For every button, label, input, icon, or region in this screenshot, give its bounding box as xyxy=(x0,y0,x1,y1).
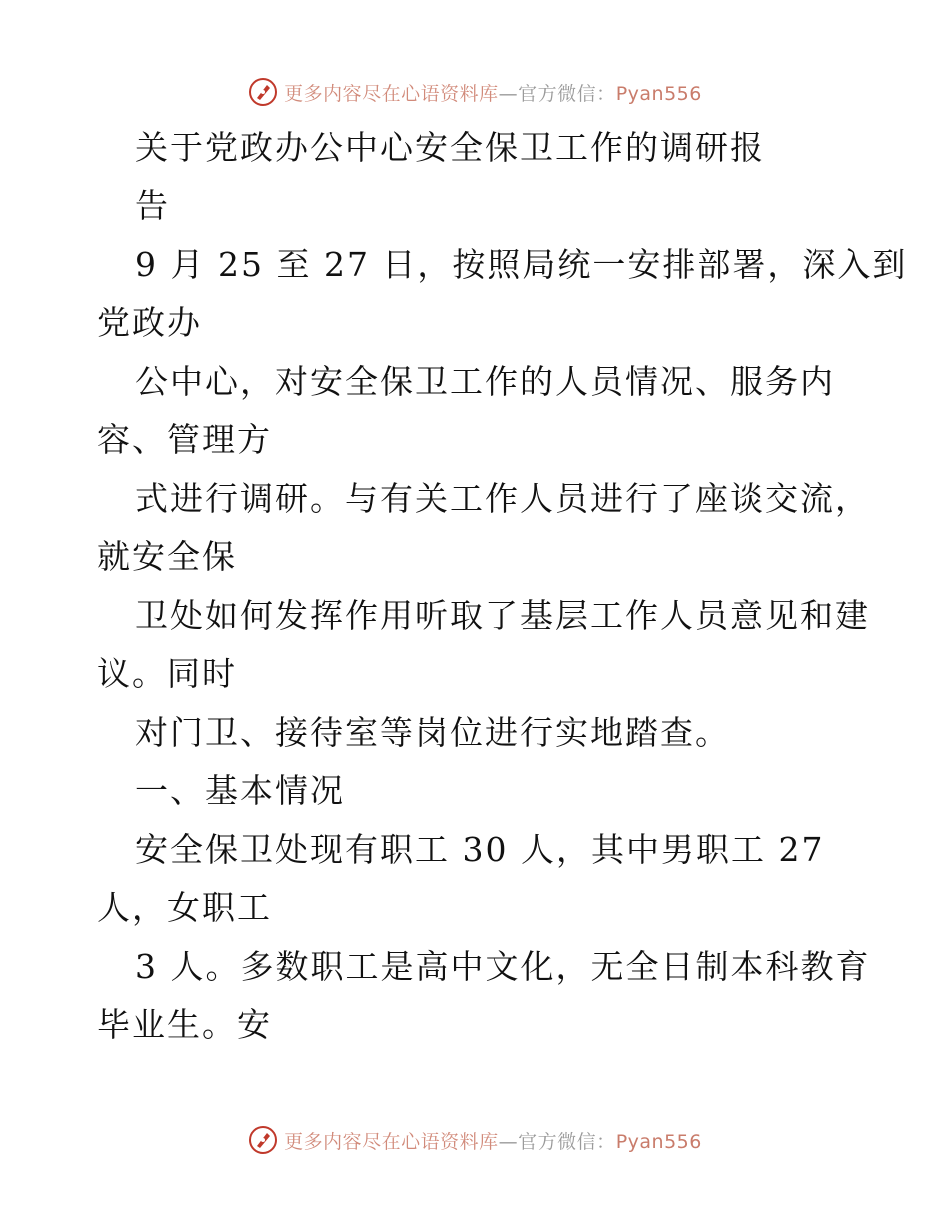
watermark-separator: — xyxy=(498,1130,519,1153)
watermark-separator: — xyxy=(498,82,519,105)
paragraph-line: 3 人。多数职工是高中文化，无全日制本科教育 xyxy=(135,947,871,986)
watermark-text xyxy=(284,1127,702,1154)
paragraph-line: 9 月 25 至 27 日，按照局统一安排部署，深入到 xyxy=(135,245,908,284)
watermark-brand: 更多内容尽在心语资料库 xyxy=(284,1130,499,1153)
watermark-wechat-label: 官方微信： xyxy=(518,82,616,105)
paragraph-line: 安全保卫处现有职工 30 人，其中男职工 27 xyxy=(135,830,825,869)
paragraph-line: 党政办 xyxy=(97,303,202,342)
watermark-wechat-label: 官方微信： xyxy=(518,1130,616,1153)
paragraph-line: 容、管理方 xyxy=(97,420,272,459)
pen-nib-logo-icon xyxy=(248,77,278,107)
pen-nib-logo-icon xyxy=(248,1125,278,1155)
section-heading: 一、基本情况 xyxy=(135,771,345,810)
watermark-wechat-id: Pyan556 xyxy=(615,1130,702,1153)
footer-watermark xyxy=(0,1120,950,1160)
watermark-text xyxy=(284,79,702,106)
paragraph-line: 式进行调研。与有关工作人员进行了座谈交流， xyxy=(135,479,870,518)
paragraph-line: 人，女职工 xyxy=(97,888,272,927)
header-watermark xyxy=(0,72,950,112)
document-title-line-2: 告 xyxy=(135,186,170,225)
paragraph-line: 公中心，对安全保卫工作的人员情况、服务内 xyxy=(135,362,835,401)
document-title-line-1: 关于党政办公中心安全保卫工作的调研报 xyxy=(135,128,765,167)
paragraph-line: 议。同时 xyxy=(97,654,237,693)
watermark-wechat-id: Pyan556 xyxy=(615,82,702,105)
paragraph-line: 对门卫、接待室等岗位进行实地踏查。 xyxy=(135,713,730,752)
paragraph-line: 毕业生。安 xyxy=(97,1005,272,1044)
watermark-brand: 更多内容尽在心语资料库 xyxy=(284,82,499,105)
paragraph-line: 就安全保 xyxy=(97,537,237,576)
paragraph-line: 卫处如何发挥作用听取了基层工作人员意见和建 xyxy=(135,596,870,635)
